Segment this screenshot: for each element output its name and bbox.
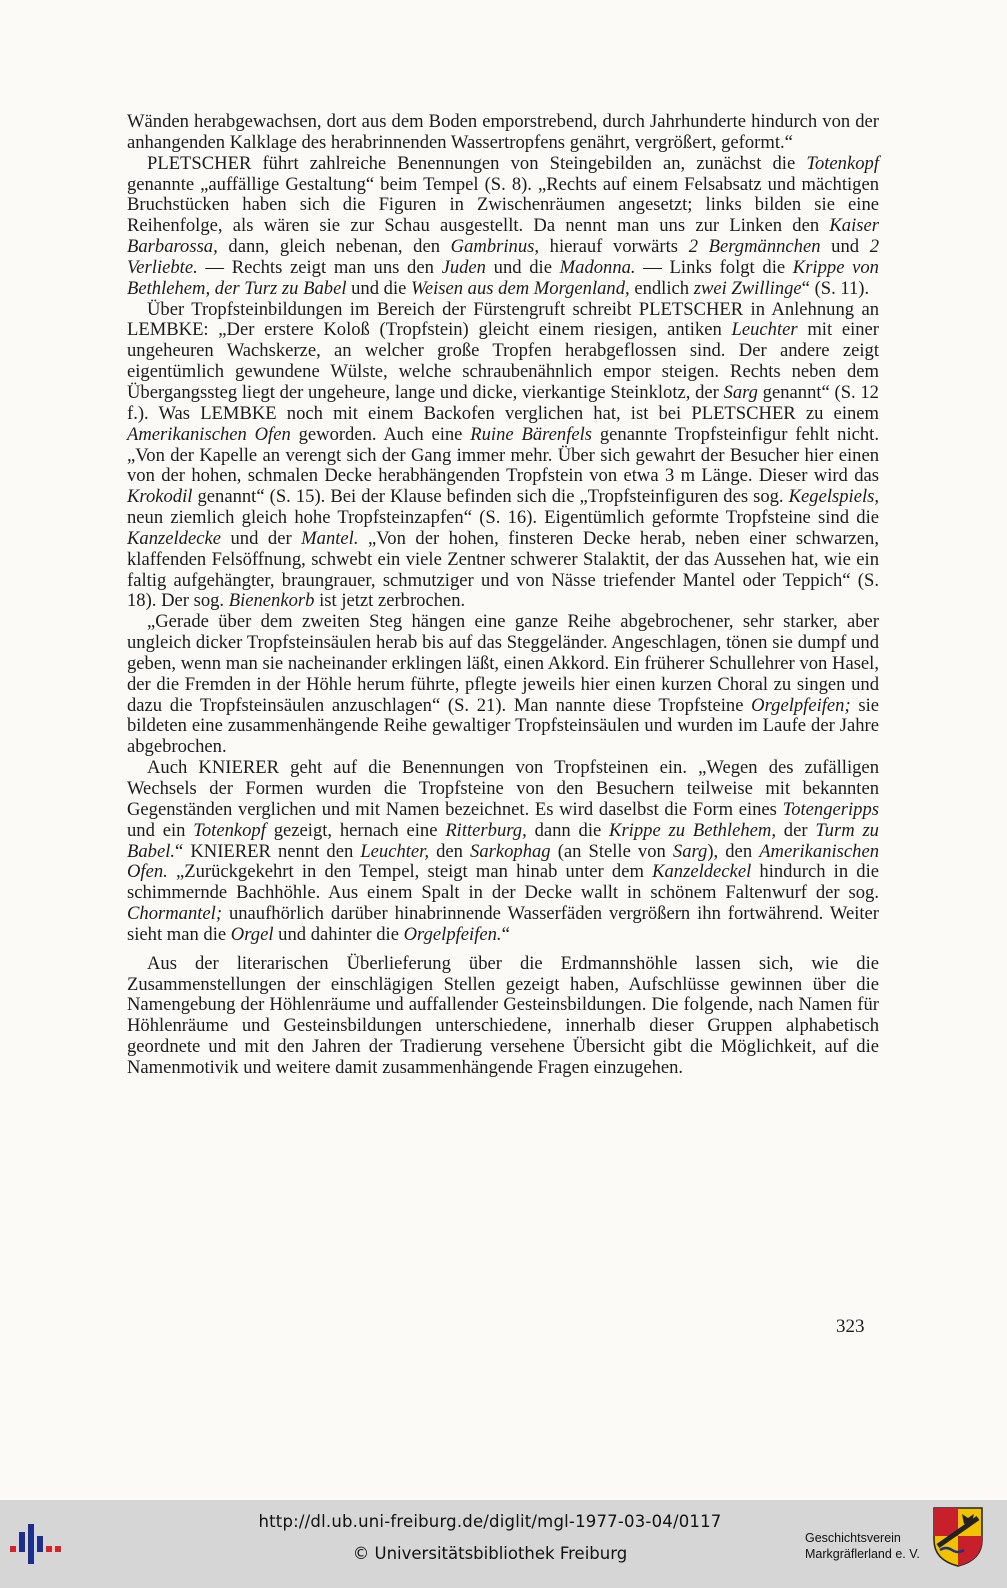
text-run: und die — [346, 277, 412, 299]
society-line-1: Geschichtsverein — [805, 1531, 901, 1545]
text-run: “ (S. 11). — [801, 277, 870, 299]
italic-term: Ruine Bärenfels — [470, 423, 593, 445]
text-run: der — [775, 819, 816, 841]
text-run: genannt“ (S. 15). Bei der Klause befinden sich die „Tropfsteinfiguren des sog. — [192, 486, 789, 508]
text-run: — Rechts zeigt man uns den — [197, 256, 442, 278]
italic-term: Ritterburg, — [445, 819, 527, 841]
text-run: und ein — [127, 819, 194, 841]
text-run: „Gerade über dem zweiten Steg hängen eine ganze Reihe abgebrochener, sehr starker, aber ungleich dicker Tropfsteinsäulen herab bis auf das Steggeländer. Angeschlagen, tönen sie dumpf und geben, wenn man sie nacheinander erklingen läßt, einen Akkord. Ein früherer Schullehrer von Hasel, der die Fremden in der Höhle herum führte, pflegte jeweils hier einen kurzen Choral zu singen und dazu die Tropfsteinsäulen anzuschlagen“ (S. 21). Man nannte diese Tropfsteine — [127, 611, 879, 716]
text-run: dann die — [526, 819, 610, 841]
society-name — [805, 1530, 927, 1562]
footer-bar — [0, 1500, 1007, 1588]
paragraph — [127, 954, 879, 1079]
italic-term: Weisen aus dem Morgenland, — [411, 277, 630, 299]
italic-term: Turm zu Babel. — [127, 819, 879, 862]
text-run: „Zurückgekehrt in den Tempel, steigt man hinab unter dem — [167, 861, 653, 883]
italic-term: Madonna. — [559, 256, 636, 278]
italic-term: Bienenkorb — [228, 590, 315, 612]
text-run: genannt“ (S. 12 f.). Was LEMBKE noch mit einem Backofen verglichen hat, ist bei PLETSCHER zu einem — [127, 381, 879, 424]
italic-term: Kanzeldeckel — [652, 861, 752, 883]
text-run: endlich — [629, 277, 694, 299]
italic-term: Totenkopf — [193, 819, 266, 841]
italic-term: Orgelpfeifen; — [751, 694, 851, 716]
ub-freiburg-logo-icon[interactable] — [10, 1522, 66, 1566]
italic-term: Kanzeldecke — [127, 527, 221, 549]
italic-term: Leuchter — [731, 319, 798, 341]
italic-term: Sarg — [672, 840, 708, 862]
text-run: „Von der hohen, finsteren Decke herab, neben einer schwarzen, klaffenden Felsöffnung, schwebt ein viele Zentner schwerer Stalaktit, der das Aussehen hat, wie ein faltig aufgehängter, braungrauer, schmutziger und von Nässe triefender Mantel oder Teppich“ (S. 18). Der sog. — [127, 527, 879, 612]
italic-term: zwei Zwillinge — [693, 277, 802, 299]
text-run: den — [429, 840, 471, 862]
italic-term: 2 Verliebte. — [127, 236, 880, 278]
italic-term: Chormantel; — [127, 903, 223, 925]
copyright-notice: © Universitätsbibliothek Freiburg — [352, 1544, 628, 1563]
text-run: und der — [220, 527, 302, 549]
italic-term: Totengeripps — [782, 798, 879, 820]
society-line-2: Markgräflerland e. V. — [805, 1547, 920, 1561]
italic-term: Krokodil — [127, 486, 193, 508]
text-run: — Links folgt die — [635, 256, 793, 278]
italic-term: Krippe zu Bethlehem, — [609, 819, 776, 841]
text-run: und dahinter die — [273, 923, 404, 945]
italic-term: Kaiser Barbarossa, — [127, 215, 879, 258]
text-run: sie bildeten eine zusammenhängende Reihe gewaltiger Tropfsteinsäulen und wurden im Laufe der Jahre abgebrochen. — [127, 694, 879, 758]
paragraph — [127, 612, 879, 758]
text-run: neun ziemlich gleich hohe Tropfsteinzapfen“ (S. 16). Eigentümlich geformte Tropfsteine sind die — [127, 507, 879, 529]
text-run: ), den — [707, 840, 760, 862]
text-run: mit einer ungeheuren Wachskerze, an welcher große Tropfen herabgeflossen sind. Der andere zeigt eigentümlich gewundene Wülste, welche schraubenähnlich empor steigen. Rechts neben dem Übergangssteg liegt der ungeheure, lange und dicke, vierkantige Steinklotz, der — [127, 319, 879, 403]
italic-term: Juden — [441, 256, 486, 278]
italic-term: Amerikanischen Ofen — [127, 423, 291, 445]
permalink-url[interactable]: http://dl.ub.uni-freiburg.de/diglit/mgl-1977-03-04/0117 — [258, 1512, 722, 1531]
italic-term: Sarkophag — [470, 840, 551, 862]
text-run: genannte „auffällige Gestaltung“ beim Tempel (S. 8). „Rechts auf einem Felsabsatz und mächtigen Bruchstücken haben sich die Figuren in Zwischenräumen angesetzt; links bilden sie eine Reihenfolge, als wären sie zur Schau ausgestellt. Da nennt man uns zur Linken den — [127, 173, 879, 237]
text-run: “ KNIERER nennt den — [175, 840, 361, 862]
text-run: genannte Tropfsteinfigur fehlt nicht. „Von der Kapelle an verengt sich der Gang immer mehr. Über sich gewahrt der Besucher hier einen von der hohen, schmalen Decke herabhängenden Tropfstein von etwa 3 m Länge. Dieser wird das — [127, 423, 879, 487]
italic-term: Orgel — [230, 923, 274, 945]
italic-term: Sarg — [723, 381, 758, 403]
paragraph — [127, 154, 879, 300]
text-run: Aus der literarischen Überlieferung über die Erdmannshöhle lassen sich, wie die Zusammenstellungen der einschlägigen Stellen gezeigt haben, Aufschlüsse gewinnen über die Namengebung der Höhlenräume und auffallender Gesteinsbildungen. Die folgende, nach Namen für Höhlenräume und Gesteinsbildungen unterschiedene, innerhalb dieser Gruppen alphabetisch geordnete und mit den Jahren der Tradierung versehene Übersicht gibt die Möglichkeit, auf die Namenmotivik und weitere damit zusammenhängende Fragen einzugehen. — [127, 952, 879, 1078]
body-text — [127, 112, 879, 1079]
italic-term: Mantel. — [301, 527, 359, 549]
text-run: Über Tropfsteinbildungen im Bereich der Fürstengruft schreibt PLETSCHER in Anlehnung an LEMBKE: „Der erstere Koloß (Tropfstein) gleicht einem riesigen, antiken — [127, 298, 879, 341]
paragraph — [127, 758, 879, 946]
page-number: 323 — [836, 1316, 865, 1337]
italic-term: Gambrinus, — [450, 236, 540, 258]
text-run: “ — [501, 923, 510, 945]
paragraph — [127, 112, 879, 154]
italic-term: Kegelspiels, — [788, 486, 879, 508]
text-run: dann, gleich nebenan, den — [217, 236, 451, 258]
text-run: unaufhörlich darüber hinabrinnende Wasserfäden vergrößern ihn fortwährend. Weiter sieht man die — [127, 903, 879, 945]
text-run: hierauf vorwärts — [539, 236, 689, 258]
text-run: Wänden herabgewachsen, dort aus dem Boden emporstrebend, durch Jahrhunderte hindurch von der anhangenden Kalklage des herabrinnenden Wassertropfens genährt, vergrößert, geformt.“ — [127, 111, 879, 153]
text-run: Auch KNIERER geht auf die Benennungen von Tropfsteinen ein. „Wegen des zufälligen Wechsels der Formen wurden die Tropfsteine von den Besuchern teilweise mit bekannten Gegenständen verglichen und mit Namen bezeichnet. Es wird daselbst die Form eines — [127, 757, 879, 820]
coat-of-arms-icon — [932, 1506, 984, 1568]
text-run: hindurch in die schimmernde Bachhöhle. Aus einem Spalt in der Decke wallt in schönem Faltenwurf der sog. — [127, 861, 880, 904]
text-run: und die — [485, 256, 560, 278]
text-run: gezeigt, hernach eine — [265, 819, 446, 841]
text-run: und — [820, 236, 870, 258]
italic-term: Orgelpfeifen. — [403, 923, 502, 945]
paragraph — [127, 300, 879, 613]
text-run: ist jetzt zerbrochen. — [314, 590, 466, 612]
italic-term: Totenkopf — [806, 152, 879, 174]
italic-term: Leuchter, — [360, 840, 430, 862]
text-run: PLETSCHER führt zahlreiche Benennungen von Steingebilden an, zunächst die — [147, 152, 807, 174]
italic-term: Amerikanischen Ofen. — [127, 840, 879, 883]
text-run: (an Stelle von — [550, 840, 673, 862]
italic-term: 2 Bergmännchen — [688, 236, 821, 258]
text-run: geworden. Auch eine — [290, 423, 471, 445]
italic-term: Krippe von Bethlehem, der Turz zu Babel — [127, 256, 879, 299]
